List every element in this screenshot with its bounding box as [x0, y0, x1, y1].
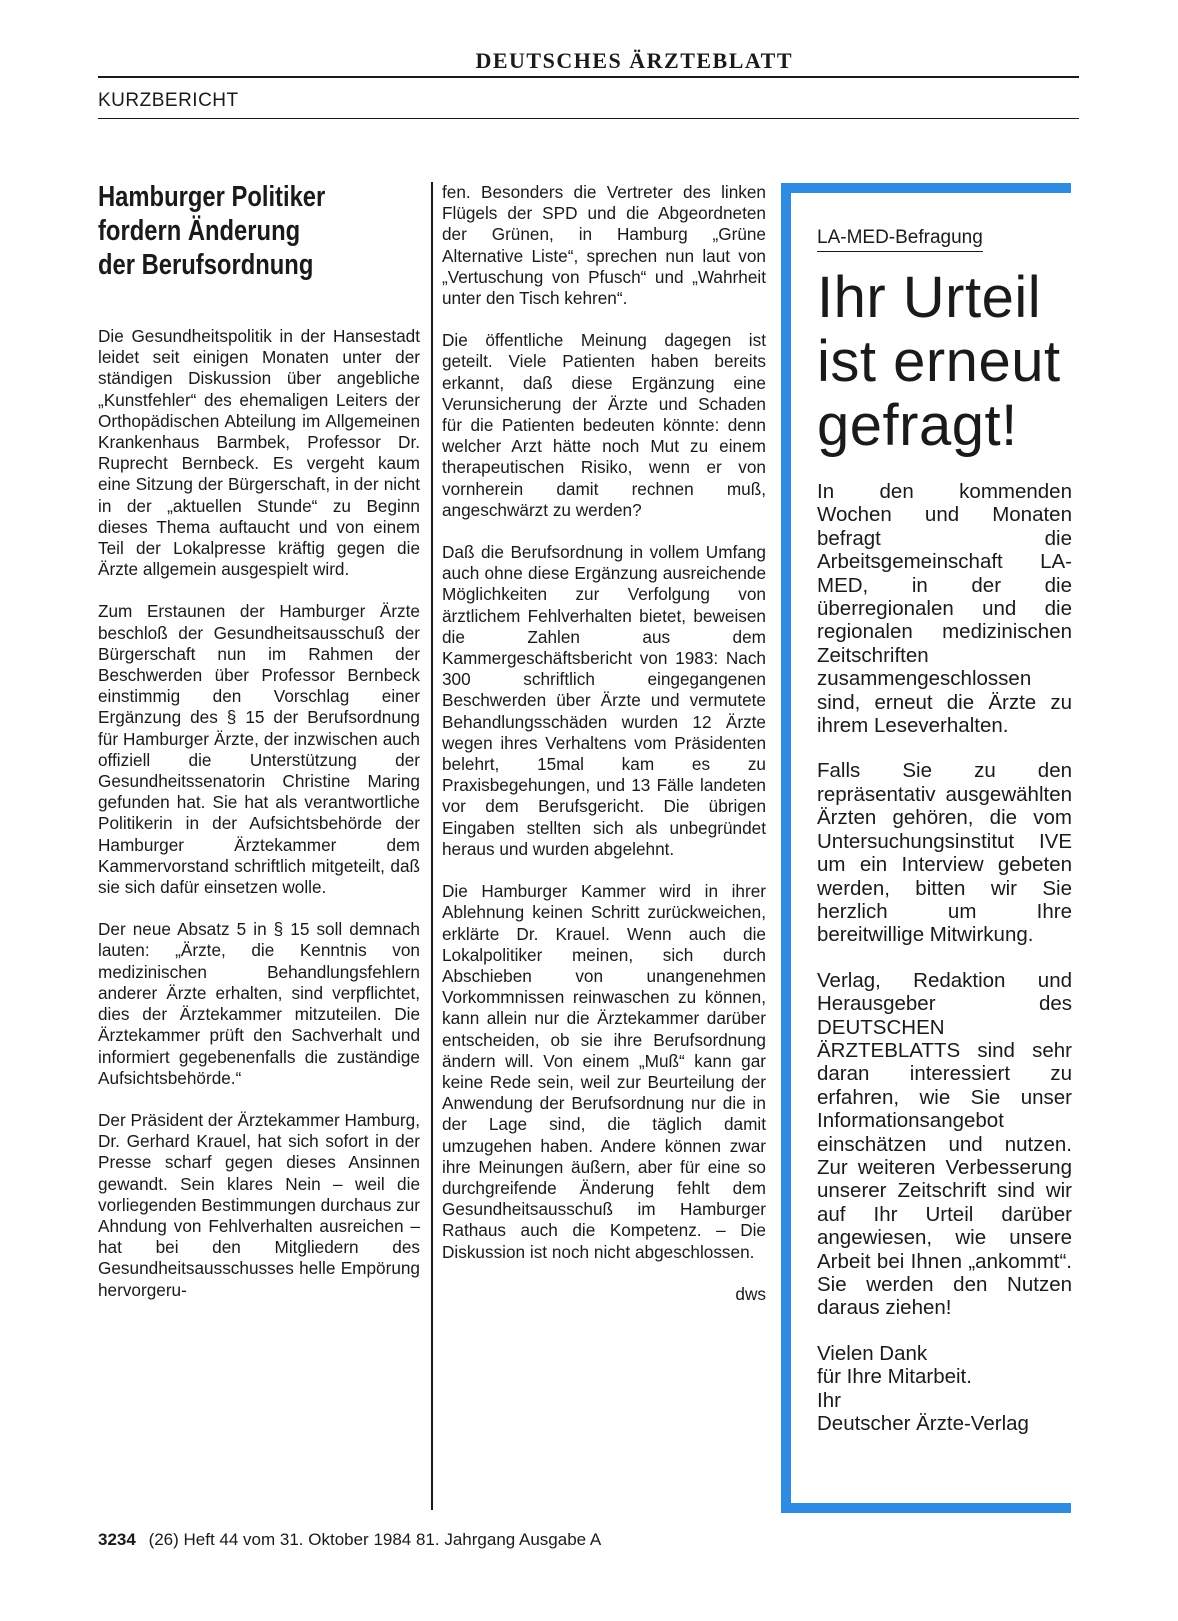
author-initials: dws [735, 1283, 766, 1304]
paragraph: fen. Besonders die Vertreter des linken Flügels der SPD und die Abgeordneten der Grünen, in Hamburg „Grüne Alternative Liste“, sprechen nun laut von „Vertuschung von Pfusch“ und „Wahrheit unter den Tisch kehren“. [442, 182, 766, 309]
paragraph: Die Hamburger Kammer wird in ihrer Ablehnung keinen Schritt zurückweichen, erklärte Dr. Krauel. Wenn auch die Lokalpolitiker meinen, sich durch Abschieben von unangenehmen Vorkommnissen reinwaschen zu können, kann allein nur die Ärztekammer darüber entscheiden, ob sie ihre Berufsordnung ändern will. Von einem „Muß“ kann gar keine Rede sein, weil zur Beurteilung der Anwendung der Berufsordnung nur die in der Lage sind, die täglich damit umzugehen haben. Andere können zwar ihre Meinungen äußern, aber für eine so durchgreifende Änderung fehlt dem Gesundheitsausschuß im Hamburger Rathaus auch die Kompetenz. – Die Diskussion ist noch nicht abgeschlossen. [442, 881, 766, 1262]
issue-info: (26) Heft 44 vom 31. Oktober 1984 81. Jahrgang Ausgabe A [148, 1530, 602, 1549]
paragraph: In den kommenden Wochen und Monaten befragt die Arbeitsgemeinschaft LA-MED, in der die überregionalen und die regionalen medizinischen Zeitschriften zusammengeschlossen sind, erneut die Ärzte zu ihrem Leseverhalten. [817, 480, 1072, 738]
article-column-1 [98, 326, 420, 1322]
survey-box [781, 183, 1071, 1513]
paragraph: Verlag, Redaktion und Herausgeber des DEUTSCHEN ÄRZTEBLATTS sind sehr daran interessiert zu erfahren, wie Sie unser Informationsangebot einschätzen und nutzen. Zur weiteren Verbesserung unserer Zeitschrift sind wir auf Ihr Urteil darüber angewiesen, wie unsere Arbeit bei Ihnen „ankommt“. Sie werden den Nutzen daraus ziehen! [817, 968, 1072, 1320]
paragraph: Der neue Absatz 5 in § 15 soll demnach lauten: „Ärzte, die Kenntnis von medizinischen Behandlungsfehlern anderer Ärzte erhalten, sind verpflichtet, dies der Ärztekammer mitzuteilen. Die Ärztekammer prüft den Sachverhalt und informiert gegebenenfalls die zuständige Aufsichtsbehörde.“ [98, 919, 420, 1088]
masthead-title: DEUTSCHES ÄRZTEBLATT [475, 48, 793, 73]
paragraph: Der Präsident der Ärztekammer Hamburg, Dr. Gerhard Krauel, hat sich sofort in der Presse scharf gegen dieses Ansinnen gewandt. Sein klares Nein – weil die vorliegenden Bestimmungen durchaus zur Ahndung von Fehlverhalten ausreichen – hat bei den Mitgliedern des Gesundheitsausschusses helle Empörung hervorgeru- [98, 1109, 420, 1300]
section-label: KURZBERICHT [98, 90, 1079, 119]
survey-signature: Vielen Dank für Ihre Mitarbeit. Ihr Deutscher Ärzte-Verlag [817, 1341, 1029, 1436]
survey-title: Ihr Urteil ist erneut gefragt! [817, 265, 1061, 458]
page-footer [98, 1530, 601, 1550]
page-number: 3234 [98, 1530, 136, 1549]
survey-label: LA-MED-Befragung [817, 227, 983, 252]
paragraph: Die öffentliche Meinung dagegen ist geteilt. Viele Patienten haben bereits erkannt, daß diese Ergänzung eine Verunsicherung der Ärzte und Schaden für die Patienten bedeuten könnte: denn welcher Arzt hätte noch Mut zu einem therapeutischen Risiko, wenn er von vornherein damit rechnen muß, angeschwärzt zu werden? [442, 330, 766, 520]
column-divider [431, 182, 433, 1510]
article-column-2 [442, 182, 766, 1305]
survey-text [817, 480, 1072, 1320]
masthead [98, 48, 1079, 78]
survey-box-content [817, 227, 1072, 1435]
paragraph: Daß die Berufsordnung in vollem Umfang auch ohne diese Ergänzung ausreichende Möglichkeiten zur Verfolgung von ärztlichem Fehlverhalten bietet, beweisen die Zahlen aus dem Kammergeschäftsbericht von 1983: Nach 300 schriftlich eingegangenen Beschwerden über Ärzte und vermutete Behandlungsschäden wurden 12 Ärzte wegen ihres Verhaltens vom Präsidenten belehrt, 15mal kam es zu Praxisbegehungen, und 13 Fälle landeten vor dem Berufsgericht. Die übrigen Eingaben stellten sich als unbegründet heraus und wurden abgelehnt. [442, 542, 766, 859]
paragraph: Die Gesundheitspolitik in der Hansestadt leidet seit einigen Monaten unter der ständigen Diskussion über angebliche „Kunstfehler“ des ehemaligen Leiters der Orthopädischen Abteilung im Allgemeinen Krankenhaus Barmbek, Professor Dr. Ruprecht Bernbeck. Es vergeht kaum eine Sitzung der Bürgerschaft, in der nicht in der „aktuellen Stunde“ zu Beginn dieses Thema auftaucht und von einem Teil der Lokalpresse kräftig gegen die Ärzte allgemein ausgespielt wird. [98, 326, 420, 580]
paragraph: Zum Erstaunen der Hamburger Ärzte beschloß der Gesundheitsausschuß der Bürgerschaft nun im Rahmen der Beschwerden über Professor Bernbeck einstimmig den Vorschlag einer Ergänzung des § 15 der Berufsordnung für Hamburger Ärzte, der inzwischen auch offiziell die Unterstützung der Gesundheitssenatorin Christine Maring gefunden hat. Sie hat als verantwortliche Politikerin in der Aufsichtsbehörde der Hamburger Ärztekammer dem Kammervorstand schriftlich mitgeteilt, daß sie sich dafür einsetzen wolle. [98, 601, 420, 898]
article-headline: Hamburger Politiker fordern Änderung der Berufsordnung [98, 181, 326, 281]
paragraph: Falls Sie zu den repräsentativ ausgewählten Ärzten gehören, die vom Untersuchungsinstitut IVE um ein Interview gebeten werden, bitten wir Sie herzlich um Ihre bereitwillige Mitwirkung. [817, 759, 1072, 947]
author-line [442, 1284, 766, 1305]
